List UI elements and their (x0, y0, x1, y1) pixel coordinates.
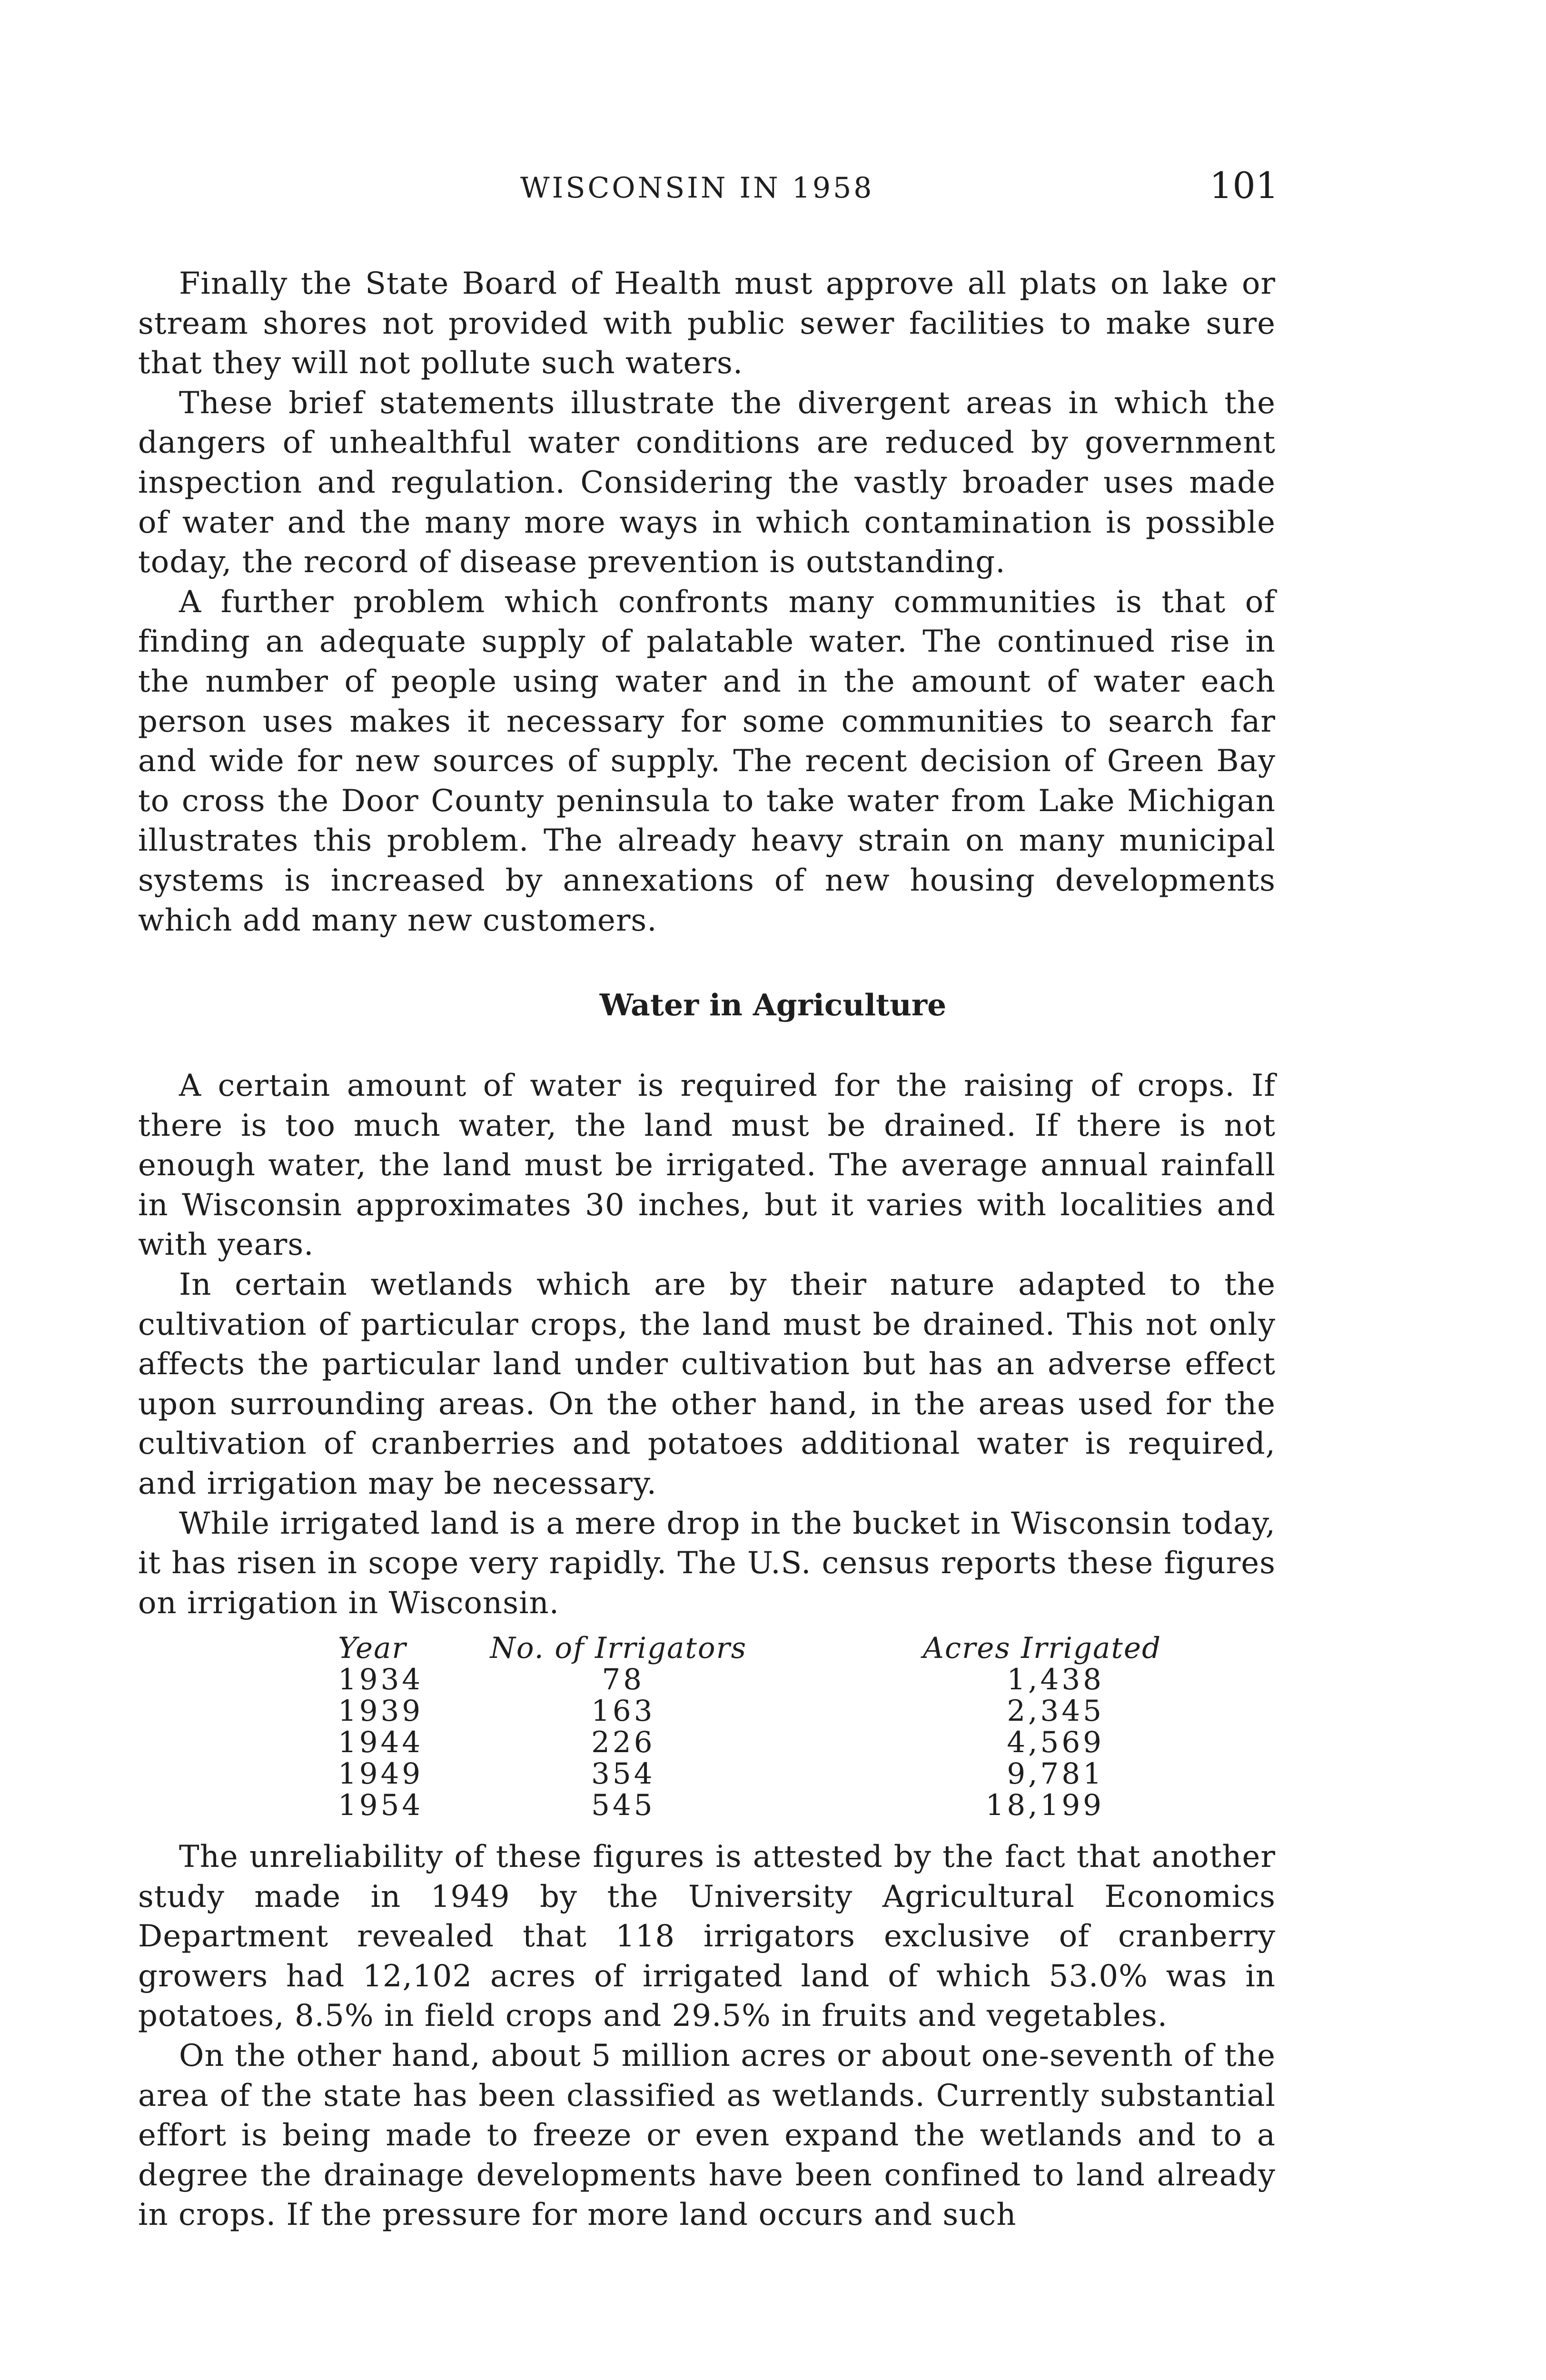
table-row (338, 1758, 1161, 1790)
text-block-statistics (138, 1837, 1276, 2235)
cell-irrigators: 354 (591, 1757, 655, 1791)
paragraph-water-required: A certain amount of water is required for the raising of crops. If there is too much water, the land must be drained. If there is not enough water, the land must be irrigated. The average annual rainfall in Wisconsin approximates 30 inches, but it varies with localities and with years. (138, 1068, 1276, 1263)
text-block-agriculture (138, 1066, 1276, 1623)
cell-acres: 1,438 (1007, 1663, 1104, 1696)
header-year: Year (338, 1631, 407, 1665)
cell-acres: 18,199 (985, 1788, 1104, 1822)
table-header-row (338, 1633, 1161, 1664)
paragraph-water-supply: A further problem which confronts many communities is that of finding an adequate supply of palatable water. The continued rise in the number of people using water and in the amount of water each person uses makes it necessary for some communities to search far and wide for new sources of supply. The recent decision of Green Bay to cross the Door County peninsula to take water from Lake Michigan illustrates this problem. The already heavy strain on many municipal systems is increased by annexations of new housing developments which add many new customers. (138, 584, 1276, 938)
header-acres: Acres Irrigated (922, 1631, 1161, 1665)
cell-year: 1939 (338, 1694, 424, 1728)
paragraph-wetlands-classified: On the other hand, about 5 million acres or about one-seventh of the area of the state has been classified as wetlands. Currently substantial effort is being made to freeze or even expand the wetlands and to a degree the drainage developments have been confined to land already in crops. If the pressure for more land occurs and such (138, 2038, 1276, 2233)
table-row (338, 1696, 1161, 1727)
page-number: 101 (1209, 164, 1279, 207)
cell-irrigators: 78 (602, 1663, 645, 1696)
cell-year: 1954 (338, 1788, 424, 1822)
cell-irrigators: 163 (591, 1694, 655, 1728)
cell-irrigators: 545 (591, 1788, 655, 1822)
paragraph-state-board: Finally the State Board of Health must approve all plats on lake or stream shores not provided with public sewer facilities to make sure that they will not pollute such waters. (138, 266, 1276, 381)
cell-acres: 2,345 (1007, 1694, 1104, 1728)
table-row (338, 1727, 1161, 1758)
table-row (338, 1790, 1161, 1821)
cell-year: 1949 (338, 1757, 424, 1791)
paragraph-irrigated-land: While irrigated land is a mere drop in the bucket in Wisconsin today, it has risen in scope very rapidly. The U.S. census reports these figures on irrigation in Wisconsin. (138, 1506, 1276, 1621)
cell-year: 1934 (338, 1663, 424, 1696)
header-irrigators: No. of Irrigators (490, 1631, 747, 1665)
section-heading: Water in Agriculture (599, 987, 947, 1022)
paragraph-wetlands: In certain wetlands which are by their nature adapted to the cultivation of particular crops, the land must be drained. This not only affects the particular land under cultivation but has an adverse effect upon surrounding areas. On the other hand, in the areas used for the cultivation of cranberries and potatoes additional water is required, and irrigation may be necessary. (138, 1267, 1276, 1501)
table-row (338, 1664, 1161, 1696)
paragraph-divergent-areas: These brief statements illustrate the divergent areas in which the dangers of unhealthful water conditions are reduced by government inspection and regulation. Considering the vastly broader uses made of water and the many more ways in which contamination is possible today, the record of disease prevention is outstanding. (138, 385, 1276, 580)
paragraph-unreliability: The unreliability of these figures is attested by the fact that another study made in 1949 by the University Agricultural Economics Department revealed that 118 irrigators exclusive of cranberry growers had 12,102 acres of irrigated land of which 53.0% was in potatoes, 8.5% in field crops and 29.5% in fruits and vegetables. (138, 1839, 1276, 2034)
cell-acres: 4,569 (1007, 1726, 1104, 1759)
cell-year: 1944 (338, 1726, 424, 1759)
cell-irrigators: 226 (591, 1726, 655, 1759)
cell-acres: 9,781 (1007, 1757, 1104, 1791)
irrigation-table (338, 1633, 1161, 1821)
text-block-intro (138, 264, 1276, 941)
running-head: WISCONSIN IN 1958 (520, 171, 874, 205)
